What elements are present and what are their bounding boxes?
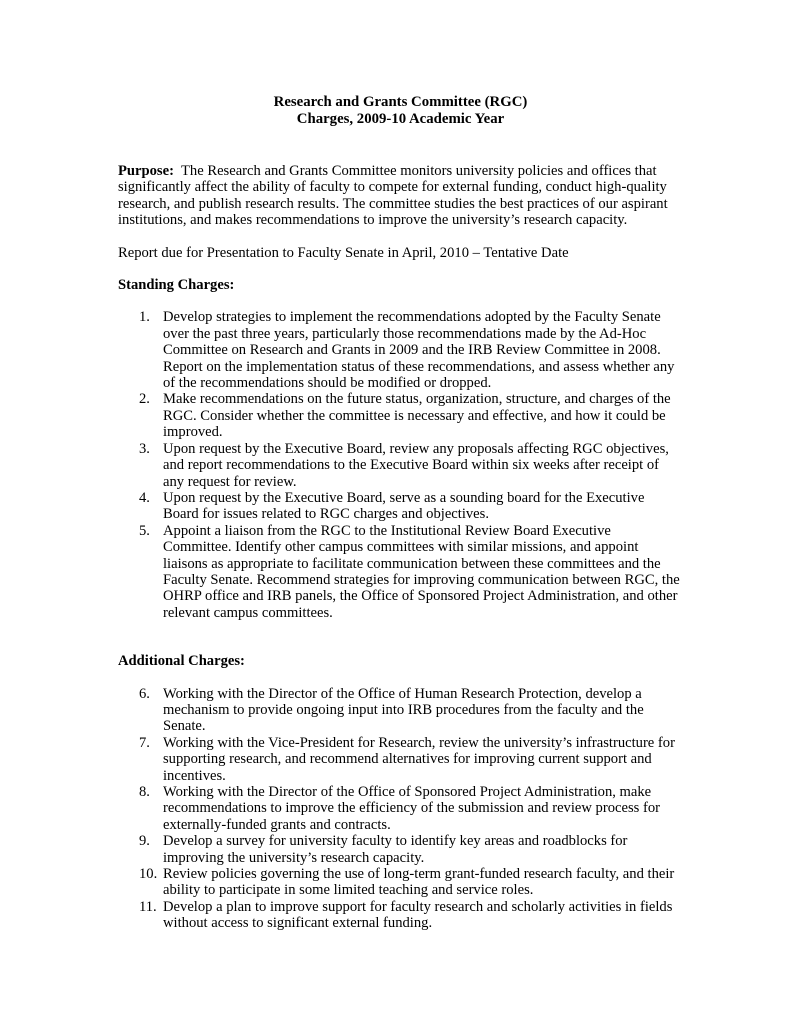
document-page [118, 94, 683, 932]
list-item-number: 8. [139, 784, 150, 800]
list-item [118, 833, 683, 866]
list-item-text: Develop a survey for university faculty to identify key areas and roadblocks for improving the university’s research capacity. [163, 833, 628, 866]
list-item [118, 309, 683, 391]
list-item-number: 11. [139, 898, 157, 915]
additional-charges-list [118, 686, 683, 932]
document-title [118, 94, 683, 128]
list-item-number: 4. [139, 489, 150, 506]
list-item [118, 735, 683, 784]
report-due-text: Report due for Presentation to Faculty Senate in April, 2010 – Tentative Date [118, 244, 569, 261]
list-item-number: 10. [139, 866, 158, 883]
list-item-text: Appoint a liaison from the RGC to the Institutional Review Board Executive Committee. Identify other campus committees with similar missions, and appoint liaisons as appropriate to facilitate communication between these committees and the Faculty Senate. Recommend strategies for improving communication between RGC, the OHRP office and IRB panels, the Office of Sponsored Project Administration, and other relevant campus committees. [163, 522, 680, 621]
list-item [118, 523, 683, 621]
title-line-2: Charges, 2009-10 Academic Year [296, 111, 505, 127]
list-item-number: 6. [139, 685, 150, 702]
list-item-text: Working with the Vice-President for Research, review the university’s infrastructure for supporting research, and recommend alternatives for improving current support and incentives. [163, 734, 675, 784]
list-item [118, 899, 683, 932]
list-item-number: 5. [139, 522, 150, 539]
list-item [118, 391, 683, 440]
title-line-1: Research and Grants Committee (RGC) [273, 94, 528, 110]
list-item [118, 784, 683, 833]
list-item-text: Working with the Director of the Office of Human Research Protection, develop a mechanism to provide ongoing input into IRB procedures from the faculty and the Senate. [163, 685, 644, 735]
additional-charges-heading: Additional Charges: [118, 653, 245, 670]
list-item-number: 7. [139, 734, 150, 751]
purpose-label: Purpose: [118, 163, 174, 179]
purpose-text: The Research and Grants Committee monitors university policies and offices that significantly affect the ability of faculty to compete for external funding, conduct high-quality research, and publish research results. The committee studies the best practices of our aspirant institutions, and makes recommendations to improve the university’s research capacity. [118, 163, 668, 229]
list-item [118, 441, 683, 490]
list-item-text: Develop a plan to improve support for faculty research and scholarly activities in fields without access to significant external funding. [163, 898, 673, 932]
list-item-number: 2. [139, 391, 150, 408]
list-item-text: Upon request by the Executive Board, review any proposals affecting RGC objectives, and report recommendations to the Executive Board within six weeks after receipt of any request for review. [163, 440, 669, 490]
list-item-text: Make recommendations on the future status, organization, structure, and charges of the RGC. Consider whether the committee is necessary and effective, and how it could be improved. [163, 391, 671, 441]
list-item-number: 3. [139, 440, 150, 457]
list-item-number: 1. [139, 309, 150, 326]
list-item [118, 686, 683, 735]
list-item-text: Review policies governing the use of long-term grant-funded research faculty, and their ability to participate in some limited teaching and service roles. [163, 866, 675, 899]
list-item [118, 866, 683, 899]
list-item-number: 9. [139, 833, 150, 850]
list-item-text: Develop strategies to implement the recommendations adopted by the Faculty Senate over the past three years, particularly those recommendations made by the Ad-Hoc Committee on Research and Grants in 2009 and the IRB Review Committee in 2008. Report on the implementation status of these recommendations, and assess whether any of the recommendations should be modified or dropped. [163, 309, 675, 392]
list-item-text: Working with the Director of the Office of Sponsored Project Administration, make recommendations to improve the efficiency of the submission and review process for externally-funded grants and contracts. [163, 784, 660, 833]
list-item-text: Upon request by the Executive Board, serve as a sounding board for the Executive Board for issues related to RGC charges and objectives. [163, 489, 645, 523]
purpose-paragraph [118, 163, 683, 229]
list-item [118, 490, 683, 523]
standing-charges-heading: Standing Charges: [118, 277, 235, 294]
standing-charges-list [118, 309, 683, 621]
